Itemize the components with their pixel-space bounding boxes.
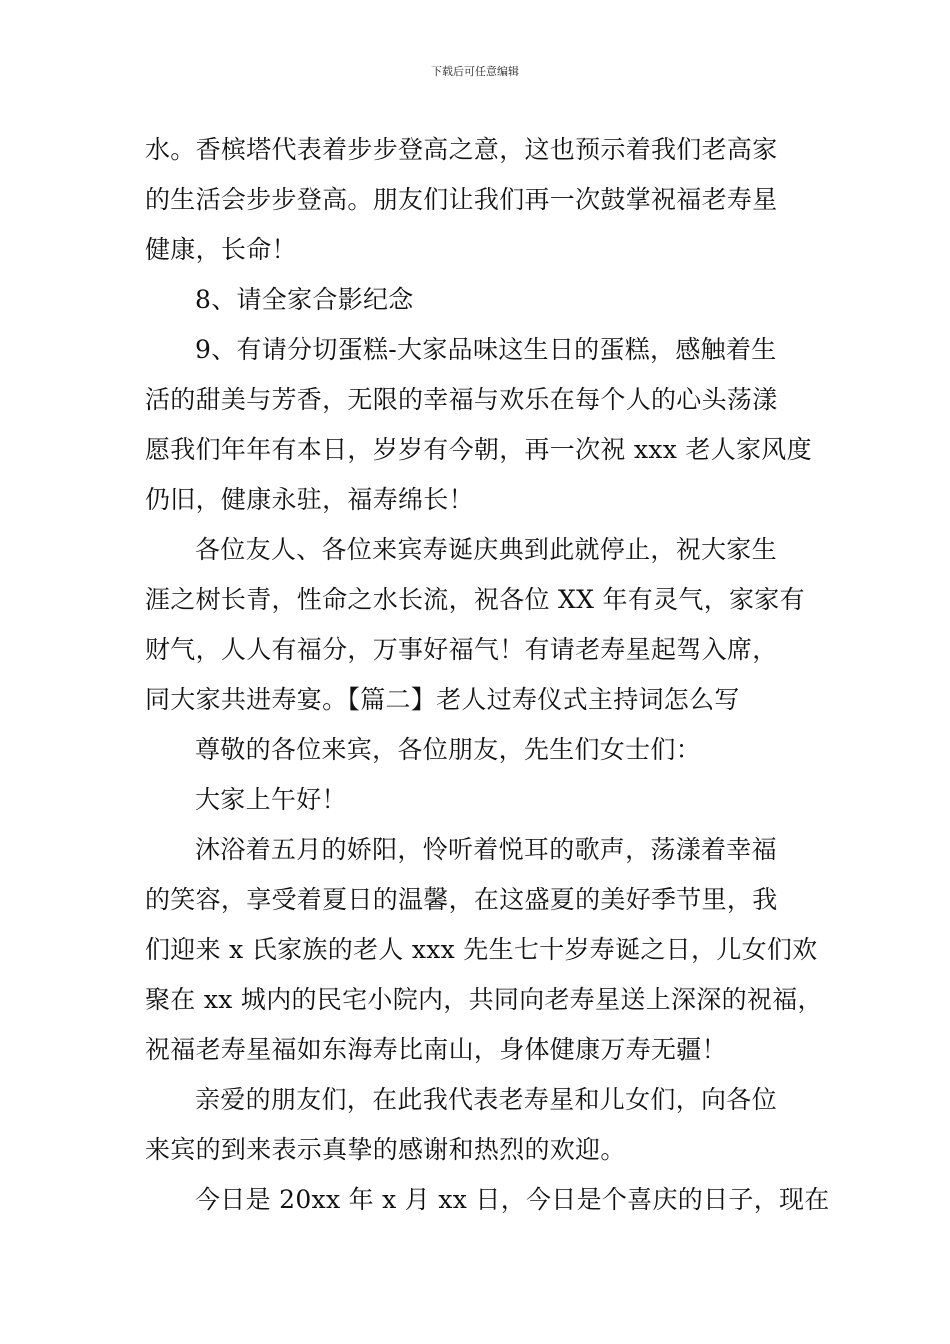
text-line: 的笑容，享受着夏日的温馨，在这盛夏的美好季节里，我 [145, 885, 778, 914]
text-line: 愿我们年年有本日，岁岁有今朝，再一次祝 xxx 老人家风度 [145, 435, 812, 464]
text-line: 的生活会步步登高。朋友们让我们再一次鼓掌祝福老寿星 [145, 185, 778, 214]
document-body [145, 125, 830, 1225]
text-line: 涯之树长青，性命之水长流，祝各位 XX 年有灵气，家家有 [145, 585, 805, 614]
text-line: 聚在 xx 城内的民宅小院内，共同向老寿星送上深深的祝福， [145, 985, 823, 1014]
text-line: 8、请全家合影纪念 [195, 285, 414, 314]
page-header-note: 下载后可任意编辑 [431, 65, 519, 78]
text-line: 们迎来 x 氏家族的老人 xxx 先生七十岁寿诞之日，儿女们欢 [145, 935, 818, 964]
text-line: 水。香槟塔代表着步步登高之意，这也预示着我们老高家 [145, 135, 778, 164]
text-line: 各位友人、各位来宾寿诞庆典到此就停止，祝大家生 [195, 535, 777, 564]
text-line: 大家上午好！ [195, 785, 347, 814]
text-line: 同大家共进寿宴。【篇二】老人过寿仪式主持词怎么写 [145, 685, 740, 714]
text-line: 祝福老寿星福如东海寿比南山，身体健康万寿无疆！ [145, 1035, 727, 1064]
text-line: 来宾的到来表示真挚的感谢和热烈的欢迎。 [145, 1135, 626, 1164]
text-line: 活的甜美与芳香，无限的幸福与欢乐在每个人的心头荡漾 [145, 385, 778, 414]
text-line: 亲爱的朋友们，在此我代表老寿星和儿女们，向各位 [195, 1085, 777, 1114]
text-line: 9、有请分切蛋糕-大家品味这生日的蛋糕，感触着生 [195, 335, 777, 364]
text-line: 财气，人人有福分，万事好福气！有请老寿星起驾入席， [145, 635, 778, 664]
text-line: 仍旧，健康永驻，福寿绵长！ [145, 485, 474, 514]
text-line: 尊敬的各位来宾，各位朋友，先生们女士们： [195, 735, 702, 764]
text-line: 今日是 20xx 年 x 月 xx 日，今日是个喜庆的日子，现在 [195, 1185, 830, 1214]
text-line: 健康，长命！ [145, 235, 297, 264]
text-line: 沐浴着五月的娇阳，怜听着悦耳的歌声，荡漾着幸福 [195, 835, 777, 864]
